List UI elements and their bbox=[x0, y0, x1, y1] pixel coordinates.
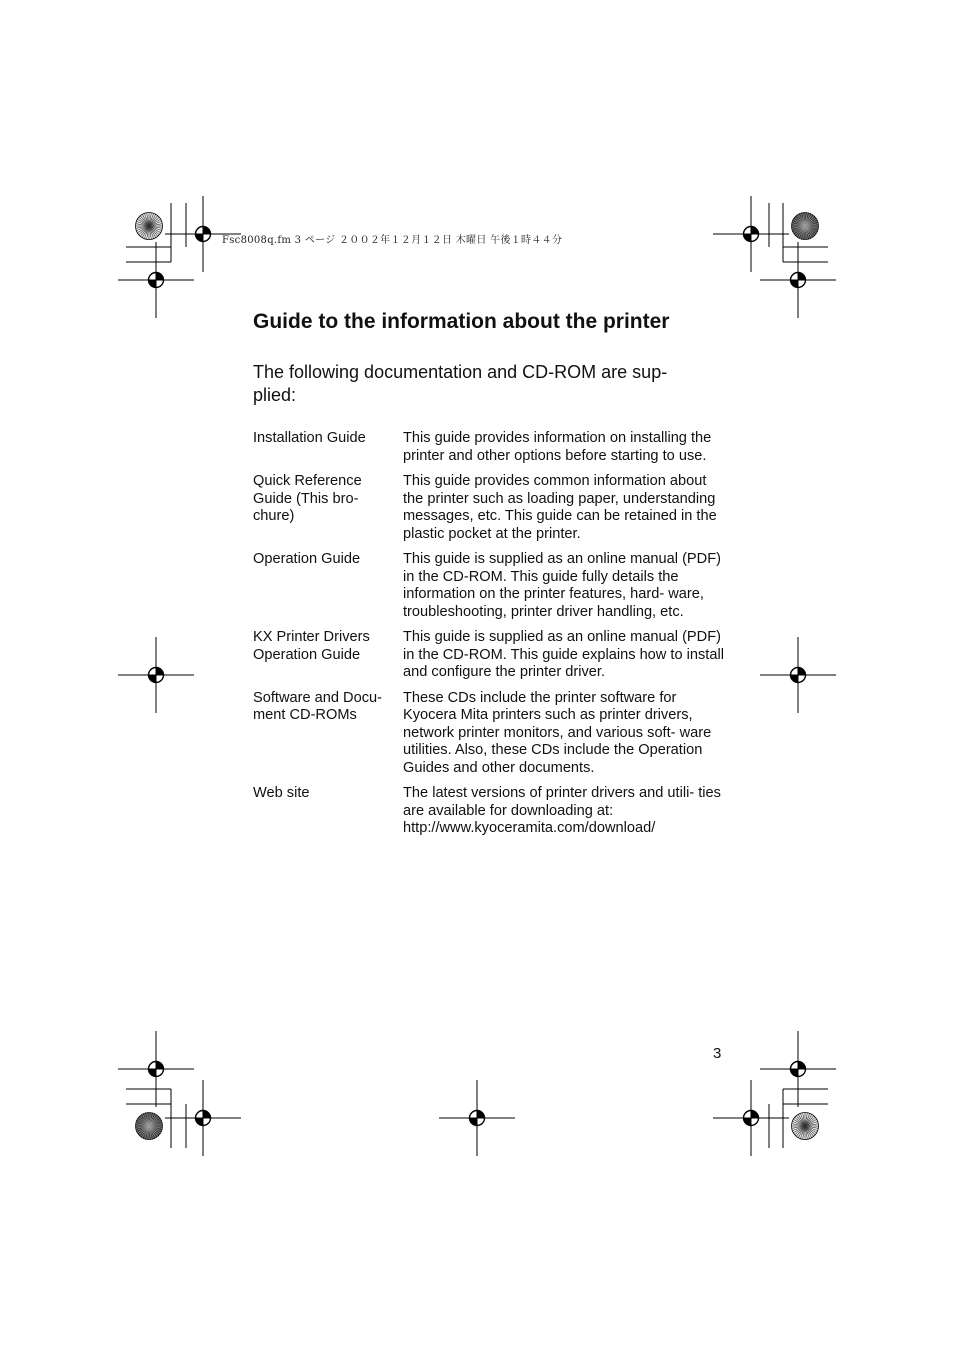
page-title: Guide to the information about the printer bbox=[253, 310, 670, 333]
intro-paragraph: The following documentation and CD-ROM are sup- plied: bbox=[253, 362, 668, 405]
documentation-row bbox=[253, 430, 728, 473]
document-description: The latest versions of printer drivers and utili- ties are available for downloading at: http://www.kyoceramita.com/download/ bbox=[403, 785, 721, 836]
registration-target-icon bbox=[713, 196, 789, 272]
documentation-row bbox=[253, 629, 728, 690]
registration-target-icon bbox=[118, 637, 194, 713]
color-bar-starburst-icon bbox=[136, 213, 163, 240]
file-header-line: Fsc8008q.fm 3 ページ ２００２年１２月１２日 木曜日 午後１時４４分 bbox=[222, 235, 563, 246]
documentation-row bbox=[253, 785, 728, 846]
document-name: Installation Guide bbox=[253, 430, 366, 446]
registration-target-icon bbox=[165, 1080, 241, 1156]
registration-target-icon bbox=[760, 1031, 836, 1107]
document-name: Operation Guide bbox=[253, 551, 361, 567]
documentation-row bbox=[253, 690, 728, 786]
registration-target-icon bbox=[760, 242, 836, 318]
registration-target-icon bbox=[118, 242, 194, 318]
documentation-row bbox=[253, 473, 728, 551]
registration-target-icon bbox=[118, 1031, 194, 1107]
documentation-table bbox=[253, 430, 728, 846]
document-name: Web site bbox=[253, 785, 310, 801]
document-name: Software and Docu- ment CD-ROMs bbox=[253, 689, 382, 723]
document-description: These CDs include the printer software for Kyocera Mita printers such as printer drivers, network printer monitors, and various soft- ware utilities. Also, these CDs include the Operation Guides and other documents. bbox=[403, 689, 712, 776]
registration-target-icon bbox=[760, 637, 836, 713]
document-name: KX Printer Drivers Operation Guide bbox=[253, 629, 370, 663]
document-name: Quick Reference Guide (This bro- chure) bbox=[253, 473, 362, 524]
document-description: This guide is supplied as an online manual (PDF) in the CD-ROM. This guide fully details the information on the printer features, hard- ware, troubleshooting, printer driver handling, etc. bbox=[403, 551, 721, 620]
documentation-row bbox=[253, 551, 728, 629]
color-bar-starburst-icon bbox=[792, 213, 819, 240]
registration-target-icon bbox=[439, 1080, 515, 1156]
page-number: 3 bbox=[713, 1045, 722, 1062]
document-description: This guide is supplied as an online manual (PDF) in the CD-ROM. This guide explains how to install and configure the printer driver. bbox=[403, 629, 724, 680]
document-description: This guide provides common information about the printer such as loading paper, understanding messages, etc. This guide can be retained in the plastic pocket at the printer. bbox=[403, 473, 717, 542]
color-bar-starburst-icon bbox=[136, 1113, 163, 1140]
registration-target-icon bbox=[713, 1080, 789, 1156]
color-bar-starburst-icon bbox=[792, 1113, 819, 1140]
document-description: This guide provides information on installing the printer and other options before starting to use. bbox=[403, 430, 712, 464]
